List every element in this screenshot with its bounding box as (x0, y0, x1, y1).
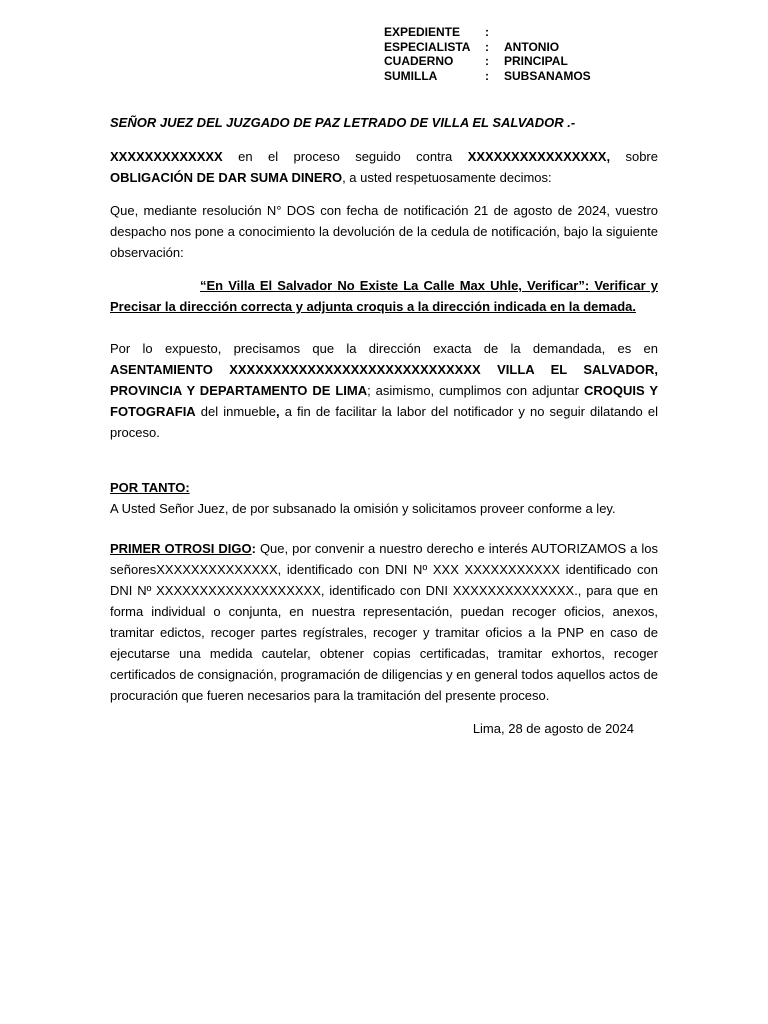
address-text: ; asimismo, cumplimos con adjuntar (367, 383, 584, 398)
intro-text: en el proceso seguido contra (222, 149, 468, 164)
intro-text: , a usted respetuosamente decimos: (342, 170, 552, 185)
header-row-sumilla (384, 69, 591, 84)
address-paragraph (110, 338, 658, 443)
resolution-paragraph: Que, mediante resolución N° DOS con fecha de notificación 21 de agosto de 2024, vuestro despacho nos pone a conocimiento la devolución de la cedula de notificación, bajo la siguiente observación: (110, 203, 658, 260)
case-subject: OBLIGACIÓN DE DAR SUMA DINERO (110, 170, 343, 185)
document-body (110, 112, 658, 739)
header-colon: : (485, 54, 489, 68)
header-value: ANTONIO (504, 39, 560, 54)
address-text: del inmueble (195, 404, 276, 419)
plaintiff-name: XXXXXXXXXXXXX (110, 149, 223, 164)
case-header (384, 25, 591, 83)
otrosi-paragraph (110, 538, 658, 706)
otrosi-text: Que, por convenir a nuestro derecho e interés AUTORIZAMOS a los señoresXXXXXXXXXXXXXX, identificado con DNI Nº XXX XXXXXXXXXXX identificado con DNI Nº XXXXXXXXXXXXXXXXXXX, identificado con DNI XXXXXXXXXXXXXX., para que en forma individual o conjunta, en nuestra representación, puedan recoger oficios, anexos, tramitar edictos, recoger partes regístrales, recoger y tramitar oficios a la PNP en caso de ejecutarse una medida cautelar, obtener copias certificadas, tramitar exhortos, recoger certificados de consignación, programación de diligencias y en general todos aquellos actos de procuración que fueren necesarios para la tramitación del presente proceso. (110, 541, 659, 703)
address-detail: ASENTAMIENTO XXXXXXXXXXXXXXXXXXXXXXXXXXXXX VILLA EL SALVADOR, PROVINCIA Y DEPARTAMENTO DE LIMA (110, 362, 658, 398)
intro-paragraph (110, 146, 658, 188)
header-row-cuaderno (384, 54, 591, 69)
addressee-title: SEÑOR JUEZ DEL JUZGADO DE PAZ LETRADO DE VILLA EL SALVADOR .- (110, 115, 576, 130)
por-tanto-text: A Usted Señor Juez, de por subsanado la omisión y solicitamos proveer conforme a ley. (110, 501, 616, 516)
header-colon: : (485, 39, 489, 54)
header-row-especialista (384, 40, 591, 55)
address-text: a fin de facilitar la labor del notificador y no seguir dilatando el proceso. (110, 404, 658, 440)
address-text: Por lo expuesto, precisamos que la dirección exacta de la demandada, es en (110, 341, 658, 356)
signature-date: Lima, 28 de agosto de 2024 (472, 721, 634, 736)
otrosi-colon: : (251, 541, 256, 556)
address-comma: , (276, 404, 280, 419)
attachments: CROQUIS Y FOTOGRAFIA (110, 383, 659, 419)
header-label: CUADERNO (384, 54, 454, 68)
header-label: SUMILLA (384, 68, 438, 83)
por-tanto-heading: POR TANTO: (110, 480, 190, 495)
header-label: ESPECIALISTA (384, 39, 471, 54)
header-value: PRINCIPAL (504, 54, 568, 68)
header-label: EXPEDIENTE (384, 25, 461, 39)
header-colon: : (485, 68, 489, 83)
intro-text: sobre (610, 149, 658, 164)
header-value: SUBSANAMOS (504, 68, 591, 83)
otrosi-heading: PRIMER OTROSI DIGO (110, 541, 252, 556)
header-colon: : (485, 25, 489, 39)
defendant-name: XXXXXXXXXXXXXXXX, (467, 149, 611, 164)
observation-quote: “En Villa El Salvador No Existe La Calle Max Uhle, Verificar”: Verificar y Precisar la dirección correcta y adjunta croquis a la dirección indicada en la demada. (110, 278, 658, 314)
header-row-expediente (384, 25, 591, 40)
